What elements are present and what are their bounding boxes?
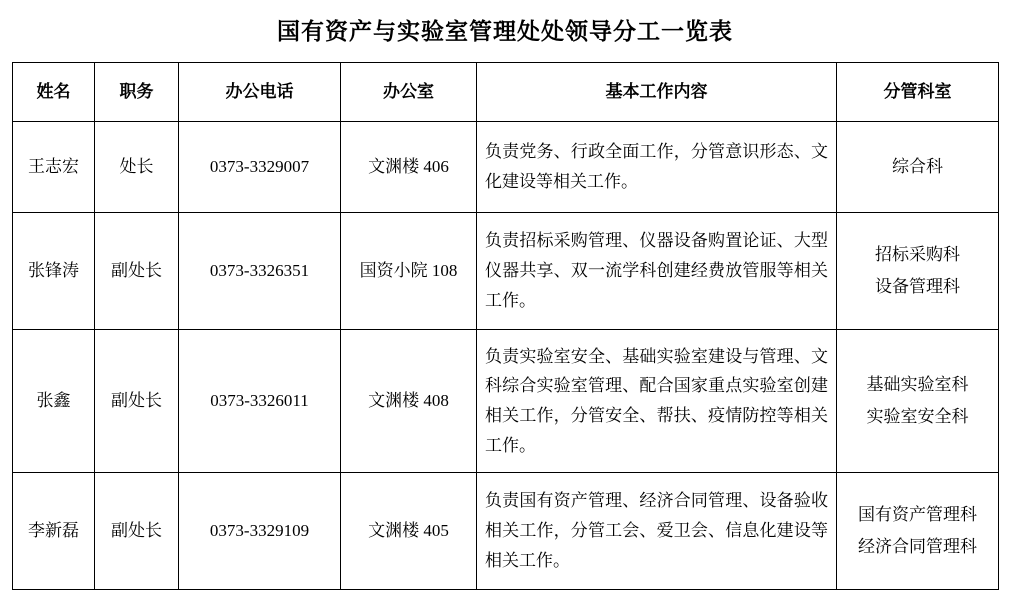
cell-office: 文渊楼 408	[341, 330, 477, 473]
table-row	[13, 330, 999, 473]
dept-line: 经济合同管理科	[858, 537, 977, 556]
cell-office: 文渊楼 405	[341, 473, 477, 590]
cell-name: 李新磊	[13, 473, 95, 590]
cell-duty: 负责党务、行政全面工作，分管意识形态、文化建设等相关工作。	[477, 122, 837, 213]
dept-line: 基础实验室科	[866, 374, 969, 394]
cell-dept	[837, 473, 999, 590]
dept-line: 实验室安全科	[866, 407, 969, 426]
table-row	[13, 122, 999, 213]
cell-name: 张鑫	[13, 330, 95, 473]
cell-name: 张锋涛	[13, 213, 95, 330]
table-container	[0, 62, 1010, 590]
column-header-name: 姓名	[13, 63, 95, 122]
cell-phone: 0373-3326351	[179, 213, 341, 330]
dept-line: 国有资产管理科	[858, 504, 977, 524]
cell-phone: 0373-3329007	[179, 122, 341, 213]
document-page	[0, 13, 1010, 606]
table-header-row	[13, 63, 999, 122]
cell-duty: 负责实验室安全、基础实验室建设与管理、文科综合实验室管理、配合国家重点实验室创建相关工作，分管安全、帮扶、疫情防控等相关工作。	[477, 330, 837, 473]
table-body	[13, 122, 999, 590]
cell-dept	[837, 213, 999, 330]
table-row	[13, 473, 999, 590]
cell-post: 副处长	[95, 330, 179, 473]
column-header-duty: 基本工作内容	[477, 63, 837, 122]
cell-post: 副处长	[95, 213, 179, 330]
dept-line: 综合科	[892, 156, 943, 176]
table-row	[13, 213, 999, 330]
page-title: 国有资产与实验室管理处处领导分工一览表	[277, 19, 733, 44]
cell-phone: 0373-3329109	[179, 473, 341, 590]
cell-dept	[837, 330, 999, 473]
column-header-dept: 分管科室	[837, 63, 999, 122]
cell-office: 国资小院 108	[341, 213, 477, 330]
dept-line: 设备管理科	[875, 277, 960, 296]
cell-name: 王志宏	[13, 122, 95, 213]
cell-duty: 负责国有资产管理、经济合同管理、设备验收相关工作，分管工会、爱卫会、信息化建设等相关工作。	[477, 473, 837, 590]
dept-line: 招标采购科	[875, 244, 960, 264]
cell-post: 副处长	[95, 473, 179, 590]
table-header	[13, 63, 999, 122]
cell-dept	[837, 122, 999, 213]
leader-assignment-table	[12, 62, 999, 590]
cell-duty: 负责招标采购管理、仪器设备购置论证、大型仪器共享、双一流学科创建经费放管服等相关工作。	[477, 213, 837, 330]
column-header-post: 职务	[95, 63, 179, 122]
column-header-phone: 办公电话	[179, 63, 341, 122]
cell-office: 文渊楼 406	[341, 122, 477, 213]
cell-post: 处长	[95, 122, 179, 213]
cell-phone: 0373-3326011	[179, 330, 341, 473]
column-header-office: 办公室	[341, 63, 477, 122]
